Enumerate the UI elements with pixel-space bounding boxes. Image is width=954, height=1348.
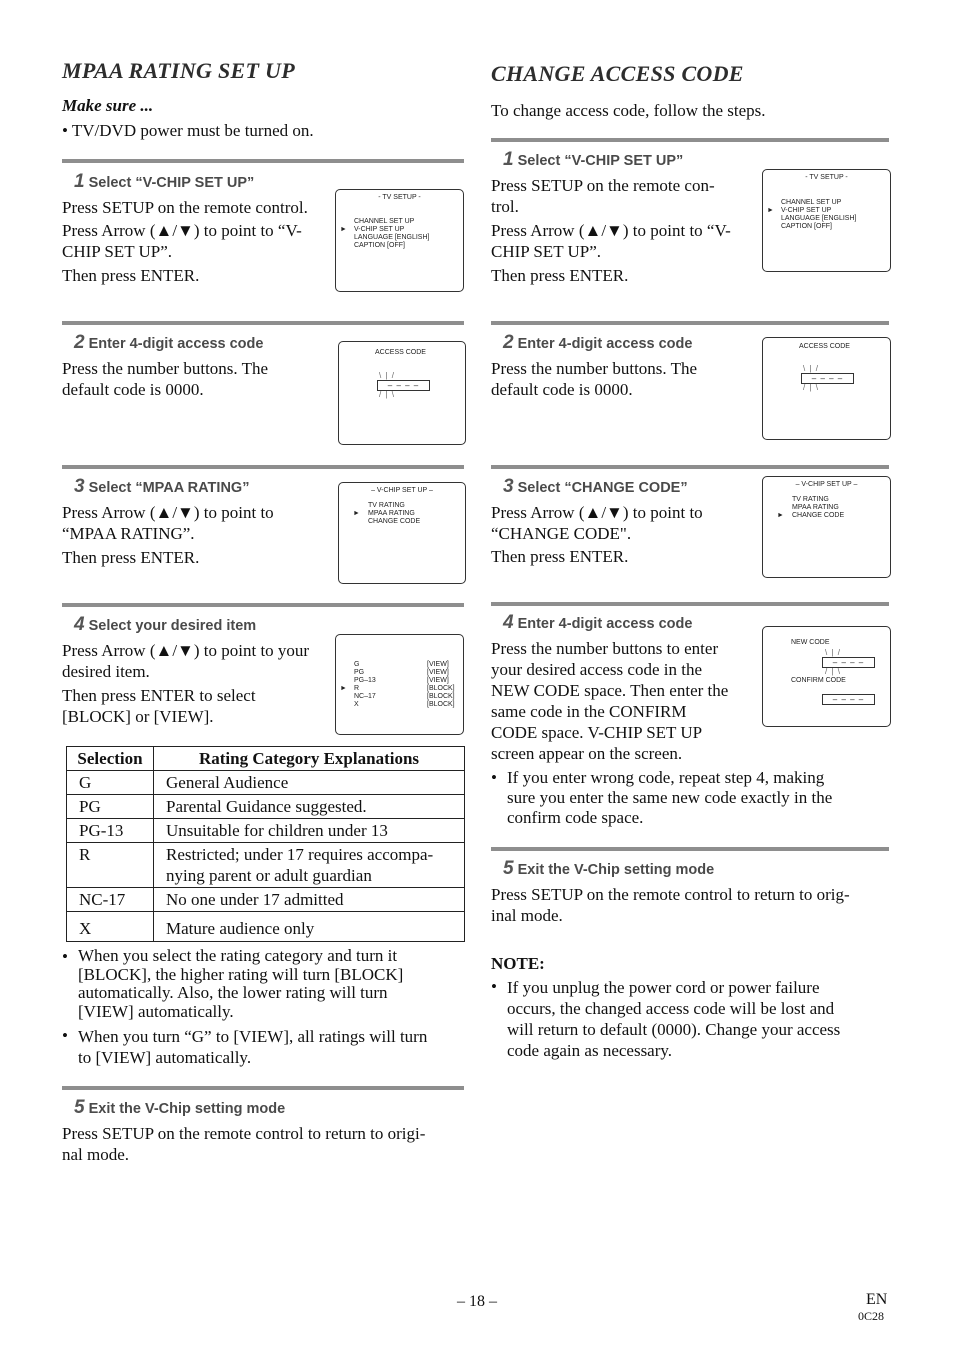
table-header-row: Selection Rating Category Explanations	[67, 747, 465, 771]
step-heading: 1 Select “V-CHIP SET UP”	[503, 149, 684, 170]
step-heading: 4 Select your desired item	[74, 614, 257, 635]
language-code: EN	[866, 1291, 888, 1308]
code-input: – – – –	[377, 380, 430, 391]
divider	[62, 1086, 464, 1090]
doc-code: 0C28	[858, 1309, 885, 1323]
divider	[491, 602, 889, 606]
confirm-code-input: – – – –	[822, 694, 875, 705]
note-bullet: • When you turn “G” to [VIEW], all ratings will turn to [VIEW] automatically.	[62, 1026, 428, 1067]
page-number: – 18 –	[457, 1293, 497, 1310]
osd-access-code: ACCESS CODE – – – – \ | / / | \	[338, 341, 466, 445]
table-row: X Mature audience only	[67, 912, 465, 942]
osd-mpaa-rating: ► G PG PG–13 R NC–17 X [VIEW] [VIEW] [VIEW] [BLOCK] [BLOCK] [BLOCK]	[335, 634, 464, 735]
osd-tv-setup: - TV SETUP - ► CHANNEL SET UP V-CHIP SET UP LANGUAGE [ENGLISH] CAPTION [OFF]	[335, 189, 464, 292]
osd-vchip-setup: – V-CHIP SET UP – ► TV RATING MPAA RATING CHANGE CODE	[762, 476, 891, 578]
code-input: – – – –	[801, 373, 854, 384]
divider	[62, 159, 464, 163]
step-text: Press the number buttons. The default code is 0000.	[491, 359, 698, 399]
divider	[491, 321, 889, 325]
step-heading: 3 Select “MPAA RATING”	[74, 476, 250, 497]
step-text: Press the number buttons to enter your desired access code in the NEW CODE space. Then enter the same code in the CONFIRM CODE space. V-CHIP SET UP screen appear on the screen.	[491, 639, 729, 763]
step-text: Press Arrow (▲/▼) to point to “CHANGE CODE". Then press ENTER.	[491, 503, 703, 566]
new-code-input: – – – –	[822, 657, 875, 668]
table-row: G General Audience	[67, 771, 465, 795]
note-bullet: • If you enter wrong code, repeat step 4, making sure you enter the same new code exactly in the confirm code space.	[491, 768, 833, 827]
step-heading: 3 Select “CHANGE CODE”	[503, 476, 688, 497]
step-heading: 1 Select “V-CHIP SET UP”	[74, 171, 255, 192]
step-text: Press SETUP on the remote control to return to orig- inal mode.	[491, 885, 850, 925]
rating-table	[66, 746, 465, 942]
make-sure-label: Make sure ...	[62, 96, 154, 115]
step-heading: 4 Enter 4-digit access code	[503, 612, 693, 633]
note-title: NOTE:	[491, 954, 545, 973]
osd-tv-setup: - TV SETUP - ► CHANNEL SET UP V-CHIP SET UP LANGUAGE [ENGLISH] CAPTION [OFF]	[762, 169, 891, 272]
mpaa-heading: MPAA RATING SET UP	[62, 58, 295, 83]
change-code-heading: CHANGE ACCESS CODE	[491, 61, 744, 86]
divider	[491, 138, 889, 142]
divider	[62, 603, 464, 607]
osd-new-code: NEW CODE – – – – \ | / / | \ CONFIRM CODE – – – –	[762, 626, 891, 727]
step-text: Press the number buttons. The default code is 0000.	[62, 359, 269, 399]
step-text: Press SETUP on the remote control. Press Arrow (▲/▼) to point to “V- CHIP SET UP”. Then press ENTER.	[62, 198, 308, 285]
step-text: Press Arrow (▲/▼) to point to “MPAA RATING”. Then press ENTER.	[62, 503, 274, 567]
divider	[491, 847, 889, 851]
step-text: Press SETUP on the remote con- trol. Press Arrow (▲/▼) to point to “V- CHIP SET UP”. Then press ENTER.	[491, 176, 731, 285]
step-heading: 2 Enter 4-digit access code	[503, 332, 693, 353]
table-row: R Restricted; under 17 requires accompa- nying parent or adult guardian	[67, 843, 465, 888]
step-text: Press SETUP on the remote control to return to origi- nal mode.	[62, 1124, 426, 1164]
divider	[62, 465, 464, 469]
osd-access-code: ACCESS CODE – – – – \ | / / | \	[762, 337, 891, 440]
note-bullet: • When you select the rating category and turn it [BLOCK], the higher rating will turn [BLOCK] automatically. Also, the lower rating will turn [VIEW] automatically.	[62, 946, 404, 1021]
divider	[62, 321, 464, 325]
make-sure-item: • TV/DVD power must be turned on.	[62, 121, 314, 140]
table-row: NC-17 No one under 17 admitted	[67, 888, 465, 912]
note-bullet: • If you unplug the power cord or power failure occurs, the changed access code will be lost and will return to default (0000). Change your access code again as necessary.	[491, 977, 841, 1060]
table-row: PG Parental Guidance suggested.	[67, 795, 465, 819]
table-row: PG-13 Unsuitable for children under 13	[67, 819, 465, 843]
step-heading: 5 Exit the V-Chip setting mode	[503, 858, 715, 879]
step-heading: 2 Enter 4-digit access code	[74, 332, 264, 353]
divider	[491, 465, 889, 469]
osd-vchip-setup: – V-CHIP SET UP – ► TV RATING MPAA RATING CHANGE CODE	[338, 482, 466, 584]
step-heading: 5 Exit the V-Chip setting mode	[74, 1097, 286, 1118]
step-text: Press Arrow (▲/▼) to point to your desired item. Then press ENTER to select [BLOCK] or [VIEW].	[62, 641, 310, 726]
intro-text: To change access code, follow the steps.	[491, 101, 766, 120]
